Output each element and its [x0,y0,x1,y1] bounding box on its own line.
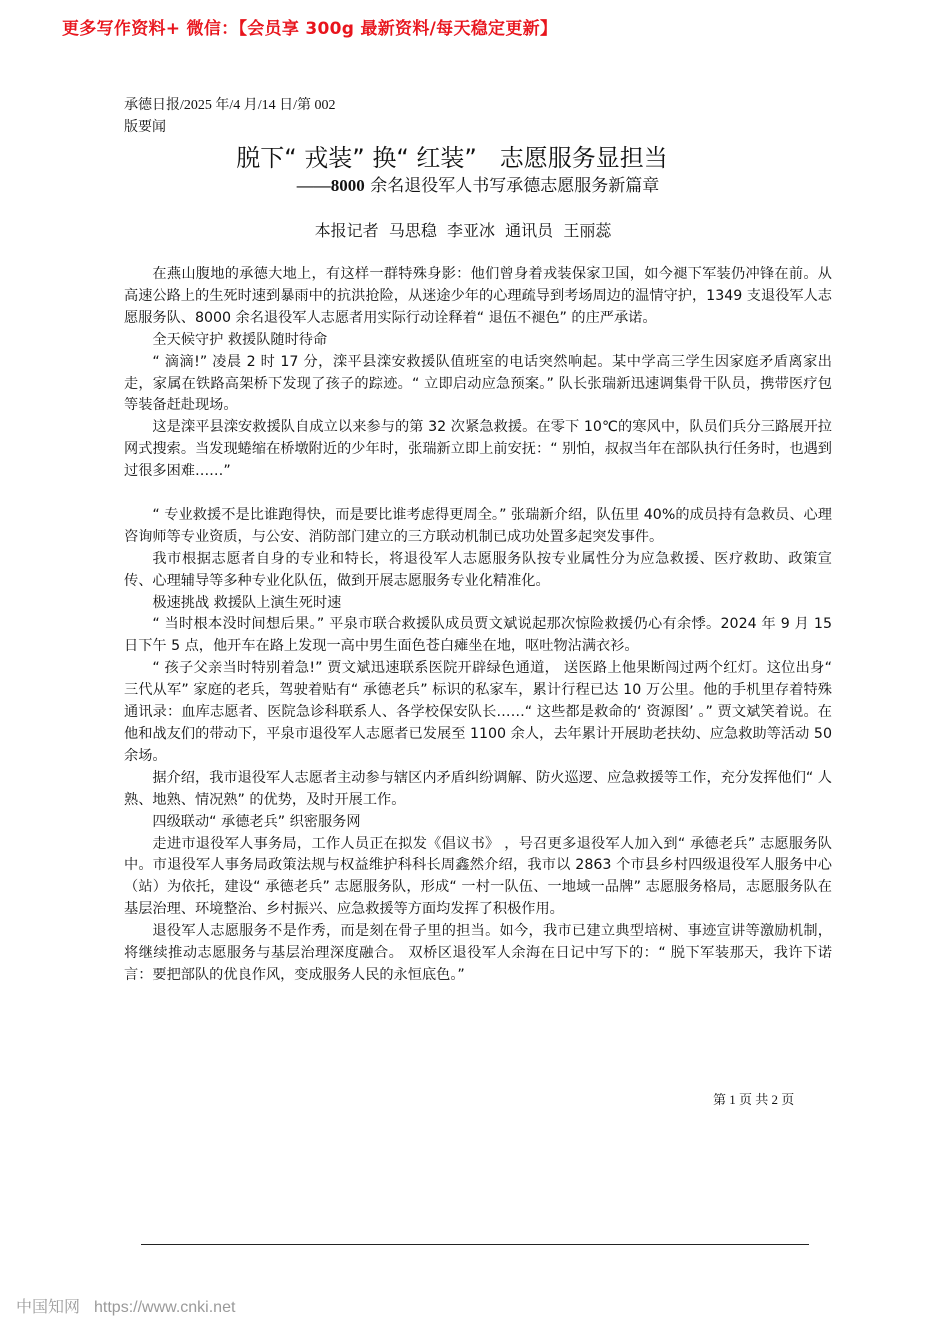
section-heading: 四级联动“ 承德老兵” 织密服务网 [152,813,361,830]
byline-text: 本报记者 马思稳 李亚冰 通讯员 王丽蕊 [314,221,612,240]
section-heading: 极速挑战 救援队上演生死时速 [152,594,342,611]
footer-divider [141,1244,809,1245]
paragraph: “ 当时根本没时间想后果。” 平泉市联合救援队成员贾文斌说起那次惊险救援仍心有余悸。2024 年 9 月 15 日下午 5 点，他开车在路上发现一高中男生面色苍白瘫坐在地，呕吐物沾满衣衫。 [124,616,832,655]
subtitle-dash: ——8000 [296,176,365,195]
article-subtitle [0,171,950,196]
watermark-brand: 中国知网 [16,1299,81,1316]
article-body [124,264,832,987]
byline [0,218,950,241]
paragraph: 退役军人志愿服务不是作秀，而是刻在骨子里的担当。如今，我市已建立典型培树、事迹宣讲等激励机制， 将继续推动志愿服务与基层治理深度融合。 双桥区退役军人余海在日记中写下的：“ 脱下军装那天，我许下诺言：要把部队的优良作风，变成服务人民的永恒底色。” [124,923,832,983]
paragraph: 在燕山腹地的承德大地上，有这样一群特殊身影：他们曾身着戎装保家卫国，如今褪下军装仍冲锋在前。从高速公路上的生死时速到暴雨中的抗洪抢险，从迷途少年的心理疏导到考场周边的温情守护，1349 支退役军人志愿服务队、8000 余名退役军人志愿者用实际行动诠释着“ 退伍不褪色” 的庄严承诺。 [124,266,832,326]
section-line: 版要闻 [124,120,166,135]
paragraph: 这是滦平县滦安救援队自成立以来参与的第 32 次紧急救援。在零下 10℃的寒风中，队员们兵分三路展开拉网式搜索。当发现蜷缩在桥墩附近的少年时，张瑞新立即上前安抚：“ 别怕，叔叔当年在部队执行任务时，也遇到过很多困难……” [124,419,832,480]
paragraph: 走进市退役军人事务局，工作人员正在拟发《倡议书》 ，号召更多退役军人加入到“ 承德老兵” 志愿服务队中。市退役军人事务局政策法规与权益维护科科长周鑫然介绍，我市以 2863 个市县乡村四级退役军人服务中心（站）为依托，建设“ 承德老兵” 志愿服务队，形成“ 一村一队伍、一地域一品牌” 志愿服务格局，志愿服务队在基层治理、环境整治、乡村振兴、应急救援等方面均发挥了积极作用。 [124,835,832,918]
paragraph: “ 孩子父亲当时特别着急!” 贾文斌迅速联系医院开辟绿色通道， 送医路上他果断闯过两个红灯。这位出身“ 三代从军” 家庭的老兵，驾驶着贴有“ 承德老兵” 标识的私家车，累计行程已达 10 万公里。他的手机里存着特殊通讯录：血库志愿者、医院急诊科联系人、各学校保安队长……“ 这些都是救命的‘ 资源图’ 。” 贾文斌笑着说。在他和战友们的带动下，平泉市退役军人志愿者已发展至 1100 余人，去年累计开展助老扶幼、应急救助等活动 50 余场。 [124,660,832,764]
source-info [124,95,336,139]
article-title-text: 脱下“ 戎装” 换“ 红装” 志愿服务显担当 [236,144,668,172]
source-line: 承德日报/2025 年/4 月/14 日/第 002 [124,98,336,113]
cnki-watermark [16,1294,235,1317]
article-title [0,138,950,173]
paragraph: 我市根据志愿者自身的专业和特长，将退役军人志愿服务队按专业属性分为应急救援、医疗救助、政策宣传、心理辅导等多种专业化队伍，做到开展志愿服务专业化精准化。 [124,550,832,589]
paragraph: “ 专业救援不是比谁跑得快，而是要比谁考虑得更周全。” 张瑞新介绍，队伍里 40%的成员持有急救员、心理咨询师等专业资质，与公安、消防部门建立的三方联动机制已成功处置多起突发事件。 [124,506,832,545]
page-number: 第 1 页 共 2 页 [713,1092,795,1107]
paragraph: “ 滴滴!” 凌晨 2 时 17 分，滦平县滦安救援队值班室的电话突然响起。某中学高三学生因家庭矛盾离家出走，家属在铁路高架桥下发现了孩子的踪迹。“ 立即启动应急预案。” 队长张瑞新迅速调集骨干队员，携带医疗包等装备赶赴现场。 [124,353,832,414]
section-heading: 全天候守护 救援队随时待命 [152,331,328,348]
paragraph: 据介绍，我市退役军人志愿者主动参与辖区内矛盾纠纷调解、防火巡逻、应急救援等工作，充分发挥他们“ 人熟、地熟、情况熟” 的优势，及时开展工作。 [124,769,832,808]
watermark-url: https://www.cnki.net [94,1299,236,1316]
promo-banner: 更多写作资料+ 微信：【会员享 300g 最新资料/每天稳定更新】 [62,19,558,39]
subtitle-text: 余名退役军人书写承德志愿服务新篇章 [364,176,660,196]
